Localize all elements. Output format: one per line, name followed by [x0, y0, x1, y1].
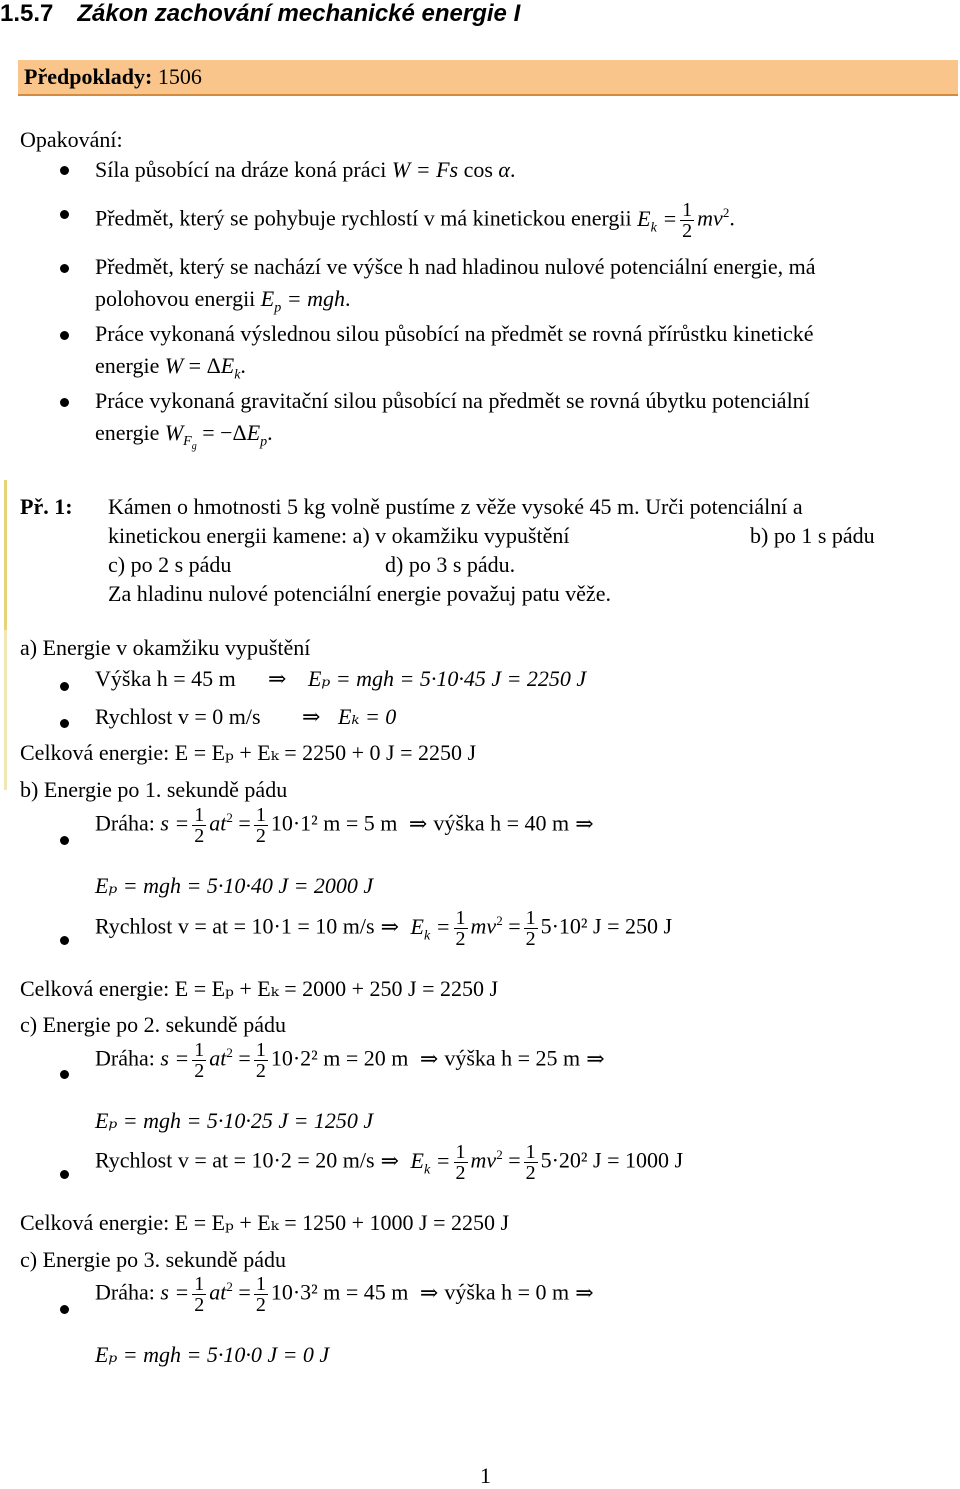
margin-bar [4, 480, 7, 630]
b-speed-row: Rychlost v = at = 10·1 = 10 m/s ⇒ $E_k$ = $\frac{1}{2}$ $mv^2$ = $\frac{1}{2}$ 5·10² J = 250 J [95, 907, 673, 950]
c-ep: Eₚ = mgh = 5·10·25 J = 1250 J [95, 1108, 374, 1133]
review-item-text: energie [95, 353, 165, 378]
review-heading: Opakování: [20, 127, 123, 152]
review-item-2: Předmět, který se pohybuje rychlostí v má kinetickou energii $E_k$ = $\frac{1}{2}$ $mv^2$. [95, 199, 735, 242]
review-item-end: . [729, 205, 735, 231]
review-item-text: polohovou energii [95, 286, 261, 311]
bullet-icon [60, 836, 69, 845]
c-speed: Rychlost v = at = 10·2 = 20 m/s [95, 1147, 375, 1173]
bullet-icon [60, 331, 69, 340]
b-path-value: 10·1² m = 5 m [270, 810, 398, 836]
a-height-result: Eₚ = mgh = 5·10·45 J = 2250 J [308, 666, 587, 691]
review-item-text: energie [95, 420, 165, 445]
example-line-2: kinetickou energii kamene: a) v okamžiku vypuštění [108, 523, 570, 548]
a-height: Výška h = 45 m [95, 666, 236, 691]
bullet-icon [60, 264, 69, 273]
c-ek-value: 5·20² J = 1000 J [540, 1147, 684, 1173]
bullet-icon [60, 166, 69, 175]
example-line-1: Kámen o hmotnosti 5 kg volně pustíme z věže vysoké 45 m. Urči potenciální a [108, 494, 803, 519]
review-item-5-line2: energie $W_{F_g} = -\Delta E_p$. [95, 420, 273, 453]
d-path-row: Dráha: s = $\frac{1}{2}$ $at^2$ = $\frac{1}{2}$ 10·3² m = 45 m ⇒ výška h = 0 m ⇒ [95, 1273, 594, 1316]
c-path-row: Dráha: s = $\frac{1}{2}$ $at^2$ = $\frac{1}{2}$ 10·2² m = 20 m ⇒ výška h = 25 m ⇒ [95, 1039, 605, 1082]
section-b-heading: b) Energie po 1. sekundě pádu [20, 777, 288, 802]
review-item-3-line2: polohovou energii $E_p$ = mgh. [95, 286, 351, 316]
b-ep: Eₚ = mgh = 5·10·40 J = 2000 J [95, 873, 374, 898]
review-item-1: Síla působící na dráze koná práci W = Fs cos α. [95, 157, 516, 182]
bullet-icon [60, 1070, 69, 1079]
review-item-end: . [267, 420, 273, 445]
example-label: Př. 1: [20, 494, 73, 519]
bullet-icon [60, 1170, 69, 1179]
d-ep: Eₚ = mgh = 5·10·0 J = 0 J [95, 1342, 330, 1367]
path-label: Dráha: [95, 810, 155, 836]
path-label: Dráha: [95, 1279, 155, 1305]
a-speed: Rychlost v = 0 m/s [95, 704, 261, 729]
section-a-heading: a) Energie v okamžiku vypuštění [20, 635, 311, 660]
review-item-text: Síla působící na dráze koná práci [95, 157, 392, 182]
a-total: Celková energie: E = Eₚ + Eₖ = 2250 + 0 J = 2250 J [20, 740, 477, 765]
bullet-icon [60, 1305, 69, 1314]
b-path-row: Dráha: s = $\frac{1}{2}$ $at^2$ = $\frac{1}{2}$ 10·1² m = 5 m ⇒ výška h = 40 m ⇒ [95, 804, 594, 847]
d-path-value: 10·3² m = 45 m [270, 1279, 409, 1305]
b-speed: Rychlost v = at = 10·1 = 10 m/s [95, 913, 375, 939]
c-total: Celková energie: E = Eₚ + Eₖ = 1250 + 1000 J = 2250 J [20, 1210, 510, 1235]
review-item-3-line1: Předmět, který se nachází ve výšce h nad hladinou nulové potenciální energie, má [95, 254, 816, 279]
c-path-value: 10·2² m = 20 m [270, 1045, 409, 1071]
page-title [0, 0, 520, 28]
bullet-icon [60, 398, 69, 407]
review-item-5-line1: Práce vykonaná gravitační silou působící na předmět se rovná úbytku potenciální [95, 388, 810, 413]
implies-icon: ⇒ [268, 666, 287, 691]
review-item-4-line1: Práce vykonaná výslednou silou působící na předmět se rovná přírůstku kinetické [95, 321, 814, 346]
c-speed-row: Rychlost v = at = 10·2 = 20 m/s ⇒ $E_k$ = $\frac{1}{2}$ $mv^2$ = $\frac{1}{2}$ 5·20² J = 1000 J [95, 1141, 684, 1184]
bullet-icon [60, 936, 69, 945]
c-height: výška h = 25 m [444, 1045, 581, 1071]
prerequisites-label: Předpoklady: [24, 64, 153, 89]
prerequisites-bar [18, 60, 958, 96]
example-line-4: Za hladinu nulové potenciální energie považuj patu věže. [108, 581, 611, 606]
margin-bar [4, 630, 7, 790]
b-ek-value: 5·10² J = 250 J [540, 913, 673, 939]
example-line-2b: b) po 1 s pádu [750, 523, 875, 548]
a-speed-result: Eₖ = 0 [338, 704, 397, 729]
section-title: Zákon zachování mechanické energie I [77, 0, 521, 27]
review-item-text: Předmět, který se pohybuje rychlostí v má kinetickou energii [95, 205, 638, 231]
b-height: výška h = 40 m [433, 810, 570, 836]
review-item-4-line2: energie $W = \Delta E_k$. [95, 353, 246, 383]
section-c-heading: c) Energie po 2. sekundě pádu [20, 1012, 286, 1037]
section-d-heading: c) Energie po 3. sekundě pádu [20, 1247, 286, 1272]
b-total: Celková energie: E = Eₚ + Eₖ = 2000 + 250 J = 2250 J [20, 976, 499, 1001]
bullet-icon [60, 719, 69, 728]
formula-work: W = Fs [391, 157, 459, 182]
implies-icon: ⇒ [302, 704, 321, 729]
review-item-end: . [509, 157, 516, 182]
bullet-icon [60, 210, 69, 219]
example-line-3: c) po 2 s pádu [108, 552, 232, 577]
d-height: výška h = 0 m [444, 1279, 570, 1305]
path-label: Dráha: [95, 1045, 155, 1071]
prerequisites-value: 1506 [157, 64, 202, 89]
bullet-icon [60, 682, 69, 691]
review-item-end: . [344, 286, 351, 311]
page-number: 1 [480, 1463, 491, 1488]
review-item-end: . [240, 353, 246, 378]
section-number: 1.5.7 [0, 0, 54, 27]
example-line-3b: d) po 3 s pádu. [385, 552, 516, 577]
